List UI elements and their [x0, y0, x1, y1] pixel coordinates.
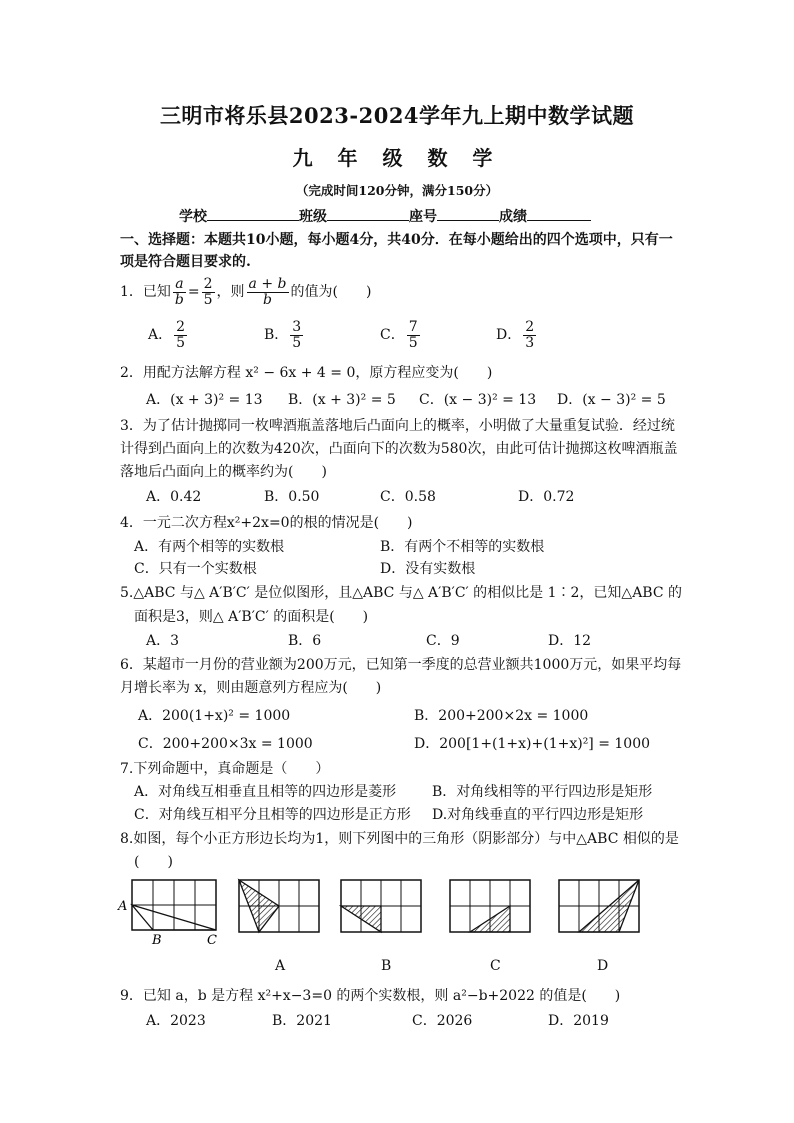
section-heading-line1: 一、选择题：本题共10小题，每小题4分，共40分．在每小题给出的四个选项中，只有一 [120, 232, 673, 248]
option-b-grid[interactable] [341, 880, 421, 932]
reference-grid [117, 880, 217, 948]
section-heading-line2: 项是符合题目要求的. [120, 254, 251, 270]
q6-option-a[interactable]: A．200(1+x)² = 1000 [138, 708, 291, 724]
q1-post: 的值为( ) [290, 284, 372, 301]
q7-option-d[interactable]: D.对角线垂直的平行四边形是矩形 [432, 807, 644, 823]
q3-option-d[interactable]: D．0.72 [518, 489, 575, 505]
option-c-grid[interactable] [450, 880, 530, 932]
q1-eq: = [187, 284, 200, 301]
q9-option-d[interactable]: D．2019 [548, 1013, 609, 1029]
option-a-grid[interactable] [239, 880, 319, 932]
q8-option-a-label[interactable]: A [275, 958, 286, 974]
q1-mid: ，则 [216, 284, 245, 301]
q8-option-d-label[interactable]: D [597, 958, 609, 974]
q2-option-c[interactable]: C．(x − 3)² = 13 [419, 392, 537, 408]
q5-stem-line1: 5.△ABC 与△ A′B′C′ 是位似图形，且△ABC 与△ A′B′C′ 的相似比是 1∶2，已知△ABC 的 [120, 585, 683, 601]
q5-stem-line2: 面积是3，则△ A′B′C′ 的面积是( ) [134, 609, 369, 625]
q7-option-a[interactable]: A．对角线互相垂直且相等的四边形是菱形 [134, 784, 397, 800]
q1-option-d[interactable]: D． $\frac{2}{3}$ [496, 319, 535, 351]
time-note: （完成时间120分钟，满分150分） [295, 183, 499, 198]
seat-blank[interactable] [437, 208, 499, 221]
q4-option-b[interactable]: B．有两个不相等的实数根 [380, 539, 545, 555]
q8-option-b-label[interactable]: B [381, 958, 392, 974]
q4-option-d[interactable]: D．没有实数根 [380, 561, 476, 577]
q1-option-c[interactable]: C． $\frac{7}{5}$ [380, 319, 418, 351]
q4-option-a[interactable]: A．有两个相等的实数根 [134, 539, 285, 555]
q1-option-a[interactable]: A． $\frac{2}{5}$ [148, 319, 186, 351]
exam-subtitle: 九 年 级 数 学 [292, 146, 502, 170]
q6-option-b[interactable]: B．200+200×2x = 1000 [414, 708, 589, 724]
q5-option-d[interactable]: D．12 [548, 633, 592, 649]
q3-option-b[interactable]: B．0.50 [264, 489, 320, 505]
student-info-row [179, 206, 591, 226]
q9-option-c[interactable]: C．2026 [412, 1013, 473, 1029]
class-label: 班级 [299, 209, 327, 225]
q4-option-c[interactable]: C．只有一个实数根 [134, 561, 257, 577]
q5-option-a[interactable]: A．3 [146, 633, 180, 649]
q2-option-a[interactable]: A．(x + 3)² = 13 [146, 392, 263, 408]
q8-figures [115, 872, 655, 952]
score-label: 成绩 [499, 209, 527, 225]
q6-stem-line1: 6．某超市一月份的营业额为200万元，已知第一季度的总营业额共1000万元，如果平均每 [120, 657, 682, 673]
q1-frac-2-5: $\frac{2}{5}$ [203, 276, 213, 308]
q6-stem-line2: 月增长率为 x，则由题意列方程应为( ) [120, 680, 382, 696]
q9-option-b[interactable]: B．2021 [272, 1013, 332, 1029]
q6-option-c[interactable]: C．200+200×3x = 1000 [138, 736, 313, 752]
school-blank[interactable] [207, 208, 299, 221]
q7-option-b[interactable]: B．对角线相等的平行四边形是矩形 [432, 784, 653, 800]
q8-option-c-label[interactable]: C [490, 958, 501, 974]
q9-stem: 9．已知 a，b 是方程 x²+x−3=0 的两个实数根，则 a²−b+2022 的值是( ) [120, 988, 621, 1004]
q1-option-b[interactable]: B． $\frac{3}{5}$ [264, 319, 302, 351]
q4-stem: 4．一元二次方程x²+2x=0的根的情况是( ) [120, 515, 413, 531]
q5-option-c[interactable]: C．9 [426, 633, 460, 649]
q8-stem-line2: ( ) [134, 854, 173, 870]
q6-option-d[interactable]: D．200[1+(1+x)+(1+x)²] = 1000 [414, 736, 651, 752]
label-a: A [118, 899, 128, 914]
q3-stem-line2: 计得到凸面向上的次数为420次，凸面向下的次数为580次，由此可估计抛掷这枚啤酒瓶盖 [120, 441, 678, 457]
q7-option-c[interactable]: C．对角线互相平分且相等的四边形是正方形 [134, 807, 411, 823]
q1-stem [120, 277, 371, 307]
score-blank[interactable] [527, 208, 591, 221]
q1-pre: 1．已知 [120, 284, 171, 301]
q7-stem: 7.下列命题中，真命题是（ ） [120, 761, 330, 777]
q3-option-c[interactable]: C．0.58 [380, 489, 436, 505]
q2-option-d[interactable]: D．(x − 3)² = 5 [557, 392, 666, 408]
q3-stem-line1: 3．为了估计抛掷同一枚啤酒瓶盖落地后凸面向上的概率，小明做了大量重复试验．经过统 [120, 418, 675, 434]
q1-frac-expr: $\frac{a + b}{b}$ [248, 276, 287, 308]
q3-option-a[interactable]: A．0.42 [146, 489, 202, 505]
exam-title: 三明市将乐县2023-2024学年九上期中数学试题 [159, 103, 635, 128]
q1-frac-a-b: $\frac{a}{b}$ [174, 276, 184, 308]
label-b: B [152, 933, 162, 948]
option-d-grid[interactable] [559, 880, 639, 932]
q8-stem-line1: 8.如图，每个小正方形边长均为1，则下列图中的三角形（阴影部分）与中△ABC 相似的是 [120, 831, 679, 847]
q9-option-a[interactable]: A．2023 [146, 1013, 206, 1029]
label-c: C [207, 933, 217, 948]
seat-label: 座号 [409, 209, 437, 225]
q3-stem-line3: 落地后凸面向上的概率约为( ) [120, 464, 327, 480]
q2-option-b[interactable]: B．(x + 3)² = 5 [288, 392, 396, 408]
q5-option-b[interactable]: B．6 [288, 633, 322, 649]
school-label: 学校 [179, 209, 207, 225]
q2-stem: 2．用配方法解方程 x² − 6x + 4 = 0，原方程应变为( ) [120, 365, 493, 381]
class-blank[interactable] [327, 208, 409, 221]
